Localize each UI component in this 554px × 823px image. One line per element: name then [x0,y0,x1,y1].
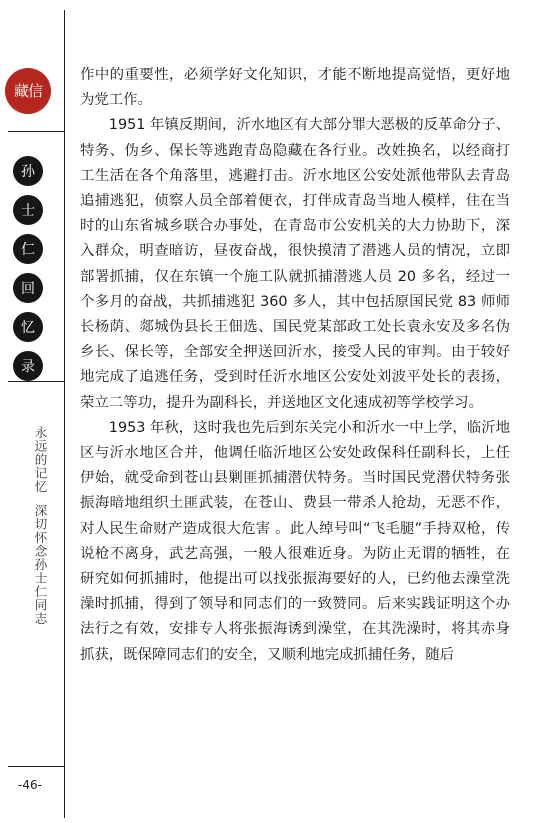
seal-logo [5,68,51,114]
series-char: 孙 [13,156,43,186]
series-char: 仁 [13,234,43,264]
series-char: 士 [13,195,43,225]
page-number: -46- [18,778,42,792]
section-subtitle: 永远的记忆 [33,426,48,494]
body-text [80,63,510,668]
series-char: 回 [13,273,43,303]
divider-middle [8,381,64,382]
seal-logo-text: 藏信 [13,81,42,100]
divider-bottom [8,766,64,767]
section-dedication: 深切怀念孙士仁同志 [33,504,48,626]
series-char: 录 [13,351,43,381]
book-series-title [13,156,45,381]
series-char: 忆 [13,312,43,342]
margin-rule [64,10,65,818]
paragraph: 1953 年秋，这时我也先后到东关完小和沂水一中上学，临沂地区与沂水地区合并，他调任临沂地区公安处政保科任副科长，上任伊始，就受命到苍山县剿匪抓捕潜伏特务。当时国民党潜伏特务张振海暗地组织土匪武装，在苍山、费县一带杀人抢劫，无恶不作，对人民生命财产造成很大危害 。此人绰号叫“飞毛腿”手持双枪，传说枪不离身，武艺高强，一般人很难近身。为防止无谓的牺牲，在研究如何抓捕时，他提出可以找张振海要好的人，已约他去澡堂洗澡时抓捕，得到了领导和同志们的一致赞同。后来实践证明这个办法行之有效，安排专人将张振海诱到澡堂，在其洗澡时，将其赤身抓获，既保障同志们的安全，又顺利地完成抓捕任务，随后 [80,419,510,663]
paragraph: 1951 年镇反期间，沂水地区有大部分罪大恶极的反革命分子、特务、伪乡、保长等逃跑青岛隐藏在各行业。改姓换名，以经商打工生活在各个角落里，逃避打击。沂水地区公安处派他带队去青岛追捕逃犯，侦察人员全部着便衣，打伴成青岛当地人模样，住在当时的山东省城乡联合办事处，在青岛市公安机关的大力协助下，深入群众，明查暗访，昼夜奋战，很快摸清了潜逃人员的情况，立即部署抓捕，仅在东镇一个施工队就抓捕潜逃人员 20 多名，经过一个多月的奋战，共抓捕逃犯 360 多人，其中包括原国民党 83 师师长杨荫、郯城伪县长王佃选、国民党某部政工处长袁永安及多名伪乡长、保长等，全部安全押送回沂水，接受人民的审判。由于较好地完成了追逃任务，受到时任沂水地区公安处刘波平处长的表扬，荣立二等功，提升为副科长，并送地区文化速成初等学校学习。 [80,117,510,411]
paragraph: 作中的重要性，必须学好文化知识，才能不断地提高觉悟，更好地为党工作。 [80,67,510,109]
divider-top [8,131,64,132]
